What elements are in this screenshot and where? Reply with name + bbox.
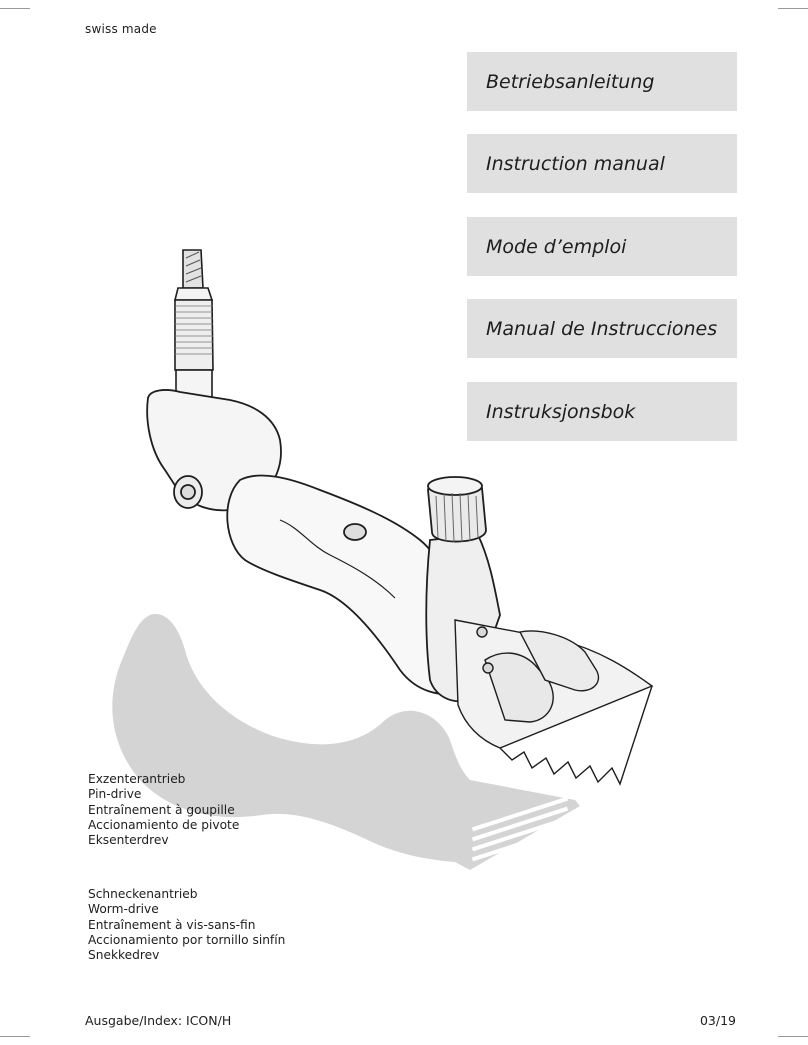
title-french: Mode d’emploi xyxy=(467,217,737,276)
swiss-made-label: swiss made xyxy=(85,22,157,36)
worm-drive-de: Schneckenantrieb xyxy=(88,887,198,901)
pin-drive-de: Exzenterantrieb xyxy=(88,772,186,786)
edition-index: Ausgabe/Index: ICON/H xyxy=(85,1013,232,1028)
crop-mark-top-left xyxy=(0,8,30,9)
crop-mark-bottom-left xyxy=(0,1036,30,1037)
worm-drive-fr: Entraînement à vis-sans-fin xyxy=(88,917,256,932)
crop-mark-top-right xyxy=(778,8,808,9)
worm-drive-en: Worm-drive xyxy=(88,902,159,917)
pin-drive-en: Pin-drive xyxy=(88,787,142,802)
title-spanish: Manual de Instrucciones xyxy=(467,299,737,358)
worm-drive-labels xyxy=(88,887,285,963)
worm-drive-es: Accionamiento por tornillo sinfín xyxy=(88,932,286,947)
pin-drive-no: Eksenterdrev xyxy=(88,833,169,848)
edition-date: 03/19 xyxy=(699,1013,736,1028)
title-german: Betriebsanleitung xyxy=(467,52,737,111)
title-norwegian: Instruksjonsbok xyxy=(467,382,737,441)
handpiece-body xyxy=(147,390,500,701)
comb-and-cutter xyxy=(455,620,652,784)
title-english: Instruction manual xyxy=(467,134,737,193)
pin-drive-labels xyxy=(88,772,239,848)
pin-drive-fr: Entraînement à goupille xyxy=(88,802,235,817)
pin-drive-es: Accionamiento de pivote xyxy=(88,817,240,832)
crop-mark-bottom-right xyxy=(778,1036,808,1037)
drive-shaft xyxy=(175,250,213,415)
worm-drive-no: Snekkedrev xyxy=(88,948,160,963)
